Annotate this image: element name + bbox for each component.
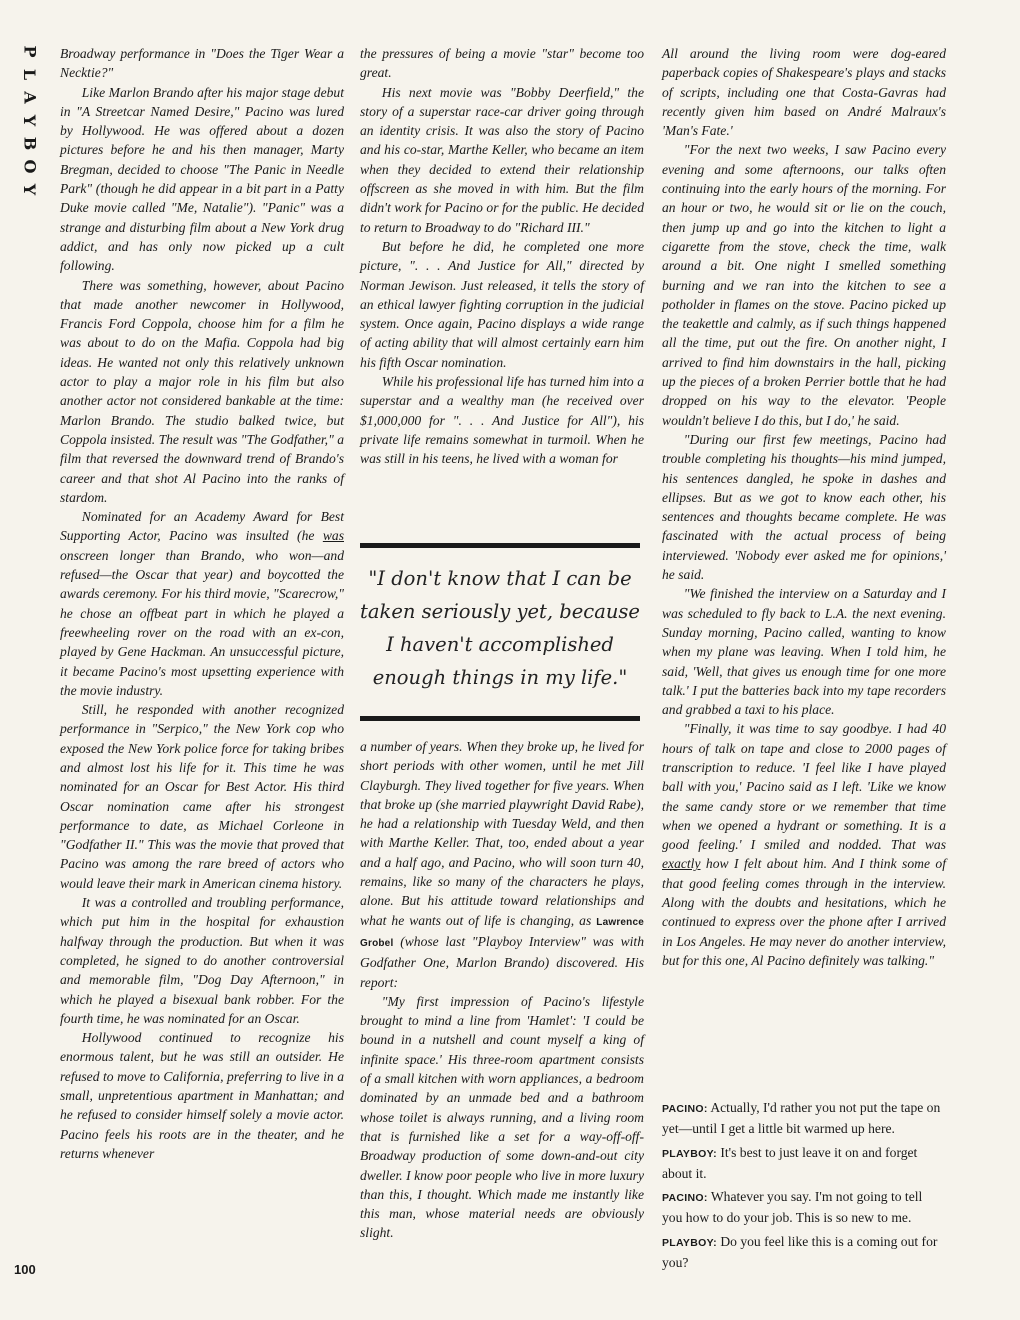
- article-column-2: [360, 44, 644, 469]
- pull-quote: "I don't know that I can be taken seriously yet, because I haven't accomplished enough things in my life.": [360, 567, 640, 689]
- speaker-label: PACINO:: [662, 1192, 708, 1205]
- speaker-label: PLAYBOY:: [662, 1236, 717, 1249]
- paragraph: "We finished the interview on a Saturday and I was scheduled to fly back to L.A. the next evening. Sunday morning, Pacino called, wanting to know when my plane was leaving. When I told him, he said, 'Well, that gives us enough time for one more talk.' I put the batteries back into my tape recorders and grabbed a taxi to his place.: [662, 586, 946, 718]
- qa-entry: [662, 1232, 946, 1273]
- paragraph: [662, 719, 946, 970]
- masthead-letter: Y: [20, 183, 40, 196]
- qa-text: Whatever you say. I'm not going to tell you how to do your job. This is so new to me.: [662, 1189, 923, 1226]
- speaker-label: PLAYBOY:: [662, 1147, 717, 1160]
- paragraph-text: how I felt about him. And I think some of that good feeling comes through in the interview. Along with the doubts and hesitations, which he continued to express over the phone after I arrived in Los Angeles. He may never do another interview, but for this one, Al Pacino definitely was talking.": [662, 856, 946, 968]
- masthead-letter: A: [20, 91, 40, 104]
- paragraph-text: Nominated for an Academy Award for Best Supporting Actor, Pacino was insulted (he: [60, 509, 344, 544]
- paragraph: It was a controlled and troubling performance, which put him in the hospital for exhaustion halfway through the production. But when it was completed, he signed to do another controversial and memorable film, "Dog Day Afternoon," in which he played a bisexual bank robber. For the fourth time, he was nominated for an Oscar.: [60, 895, 344, 1026]
- masthead-vertical: [18, 40, 42, 201]
- article-column-2-lower: [360, 737, 644, 1243]
- paragraph: His next movie was "Bobby Deerfield," the story of a superstar race-car driver going through an identity crisis. It was also the story of Pacino and his co-star, Marthe Keller, who became an item when they decided to extend their relationship offscreen as she moved in with him. But the film didn't work for Pacino or for the public. He decided to return to Broadway to do "Richard III.": [360, 84, 644, 235]
- masthead-letter: P: [20, 45, 40, 58]
- speaker-label: PACINO:: [662, 1103, 708, 1115]
- masthead-letter: L: [20, 68, 40, 81]
- pullquote-rule-top: [360, 543, 640, 548]
- paragraph: Like Marlon Brando after his major stage debut in "A Streetcar Named Desire," Pacino was lured by Hollywood. He was offered about a dozen pictures before he and his then manager, Marty Bregman, decided to choose "The Panic in Needle Park" (though he did appear in a bit part in a Patty Duke movie called "Me, Natalie"). "Panic" was a strange and disturbing film about a New York drug addict, and has only now picked up a cult following.: [60, 84, 344, 274]
- qa-text: It's best to just leave it on and forget about it.: [662, 1144, 918, 1181]
- masthead-letter: B: [20, 136, 40, 151]
- article-column-3: [662, 44, 946, 970]
- paragraph: [60, 507, 344, 700]
- paragraph: Hollywood continued to recognize his enormous talent, but he was still an outsider. He refused to move to California, preferring to live in a small, unpretentious apartment in Manhattan; and he refused to consider himself solely a movie actor. Pacino feels his roots are in the theater, and he returns whenever: [60, 1030, 344, 1161]
- interview-qa: [662, 1098, 946, 1276]
- pullquote-rule-bottom: [360, 716, 640, 721]
- paragraph: "My first impression of Pacino's lifestyle brought to mind a line from 'Hamlet': 'I could be bound in a nutshell and count myself a king of infinite space.' His three-room apartment consists of a small kitchen with worn appliances, a bedroom dominated by an unmade bed and a bathroom whose toilet is always running, and a living room that is furnished like a set for a way-off-off-Broadway production of some down-and-out city dweller. I know poor people who live in more luxury than this, I thought. Which made me instantly like this man, whose material needs are obviously slight.: [360, 993, 644, 1241]
- paragraph: "During our first few meetings, Pacino had trouble completing his thoughts—his mind jumped, his sentences dangled, he spoke in dashes and ellipses. But as we got to know each other, his sentences and thoughts became complete. He was fascinated with the actual process of being interviewed. 'Nobody ever asked me for opinions,' he said.: [662, 431, 946, 583]
- paragraph-text: onscreen longer than Brando, who won—and refused—the Oscar that year) and boycotted the awards ceremony. For his third movie, "Scarecrow," he chose an offbeat part in which he played a freewheeling rover on the road with an ex-con, played by Gene Hackman. An unsuccessful picture, it became Pacino's most upsetting experience with the movie industry.: [60, 547, 344, 698]
- page-number: 100: [14, 1262, 36, 1277]
- paragraph-text: "Finally, it was time to say goodbye. I had 40 hours of talk on tape and close to 2000 pages of transcription to reduce. 'I feel like I have played ball with you,' Pacino said as I left. 'Like we know the same candy store or we remember that time when we opened a hydrant or something. It is a good feeling.' I smiled and nodded. That was: [662, 721, 946, 853]
- paragraph: [360, 737, 644, 992]
- paragraph-text: (whose last "Playboy Interview" was with Godfather One, Marlon Brando) discovered. His report:: [360, 933, 644, 990]
- paragraph: While his professional life has turned him into a superstar and a wealthy man (he received over $1,000,000 for ". . . And Justice for All"), his private life remains somewhat in turmoil. When he was still in his teens, he lived with a woman for: [360, 374, 644, 467]
- qa-text: Do you feel like this is a coming out for you?: [662, 1233, 938, 1271]
- qa-text: Actually, I'd rather you not put the tape on yet—until I get a little bit warmed up here.: [662, 1100, 941, 1137]
- paragraph: But before he did, he completed one more picture, ". . . And Justice for All," directed by Norman Jewison. Just released, it tells the story of an ethical lawyer fighting corruption in the judicial system. Once again, Pacino displays a wide range of acting ability that will almost certainly earn him his fifth Oscar nomination.: [360, 238, 644, 370]
- paragraph: Broadway performance in "Does the Tiger Wear a Necktie?": [60, 46, 344, 81]
- underlined-word: exactly: [662, 856, 701, 872]
- paragraph: the pressures of being a movie "star" become too great.: [360, 46, 644, 81]
- author-byline: Lawrence Grobel: [360, 916, 644, 949]
- paragraph: All around the living room were dog-eared paperback copies of Shakespeare's plays and stacks of scripts, including one that Costa-Gavras had recently given him based on André Malraux's 'Man's Fate.': [662, 46, 946, 139]
- paragraph-text: a number of years. When they broke up, he lived for short periods with other women, until he met Jill Clayburgh. They lived together for five years. When that broke up (she married playwright David Rabe), he had a relationship with Tuesday Weld, and then with Marthe Keller. That, too, ended about a year and a half ago, and Pacino, who will soon turn 40, remains, like so many of the characters he plays, alone. But his attitude toward relationships and what he wants out of life is changing, as: [360, 739, 644, 928]
- paragraph: There was something, however, about Pacino that made another newcomer in Hollywood, Francis Ford Coppola, choose him for a film he was about to do on the Mafia. Coppola had big ideas. He wanted not only this relatively unknown actor to play a major role in his film but also another actor not considered bankable at the time: Marlon Brando. The studio balked twice, but Coppola insisted. The result was "The Godfather," a film that reversed the downward trend of Brando's career and that shot Al Pacino into the ranks of stardom.: [60, 277, 344, 505]
- article-column-1: [60, 44, 344, 1163]
- qa-entry: [662, 1098, 946, 1139]
- qa-entry: [662, 1187, 946, 1228]
- masthead-letter: O: [20, 159, 40, 174]
- masthead-letter: Y: [20, 114, 40, 127]
- underlined-word: was: [322, 528, 344, 544]
- paragraph: Still, he responded with another recognized performance in "Serpico," the New York cop who exposed the New York police force for taking bribes and almost lost his life for it. This time he was nominated for an Oscar for Best Actor. His third Oscar nomination came after his strongest performance to date, as Michael Corleone in "Godfather II." This was the movie that proved that Pacino was among the rare breed of actors who would leave their mark in American cinema history.: [60, 702, 344, 891]
- paragraph: "For the next two weeks, I saw Pacino every evening and some afternoons, our talks often continuing into the early hours of the morning. For an hour or two, he would sit or lie on the couch, then jump up and go into the kitchen to light a cigarette from the stove, check the time, walk around a bit. One night I smelled something burning and we ran into the kitchen to see a potholder in flames on the stove. Pacino picked up the teakettle and calmly, as if such things happened all the time, put out the fire. On another night, I arrived to find him downstairs in the hall, picking up the pieces of a broken Perrier bottle that he had dropped on his way to the elevator. 'People wouldn't believe I do this, but I do,' he said.: [662, 142, 946, 428]
- qa-entry: [662, 1143, 946, 1184]
